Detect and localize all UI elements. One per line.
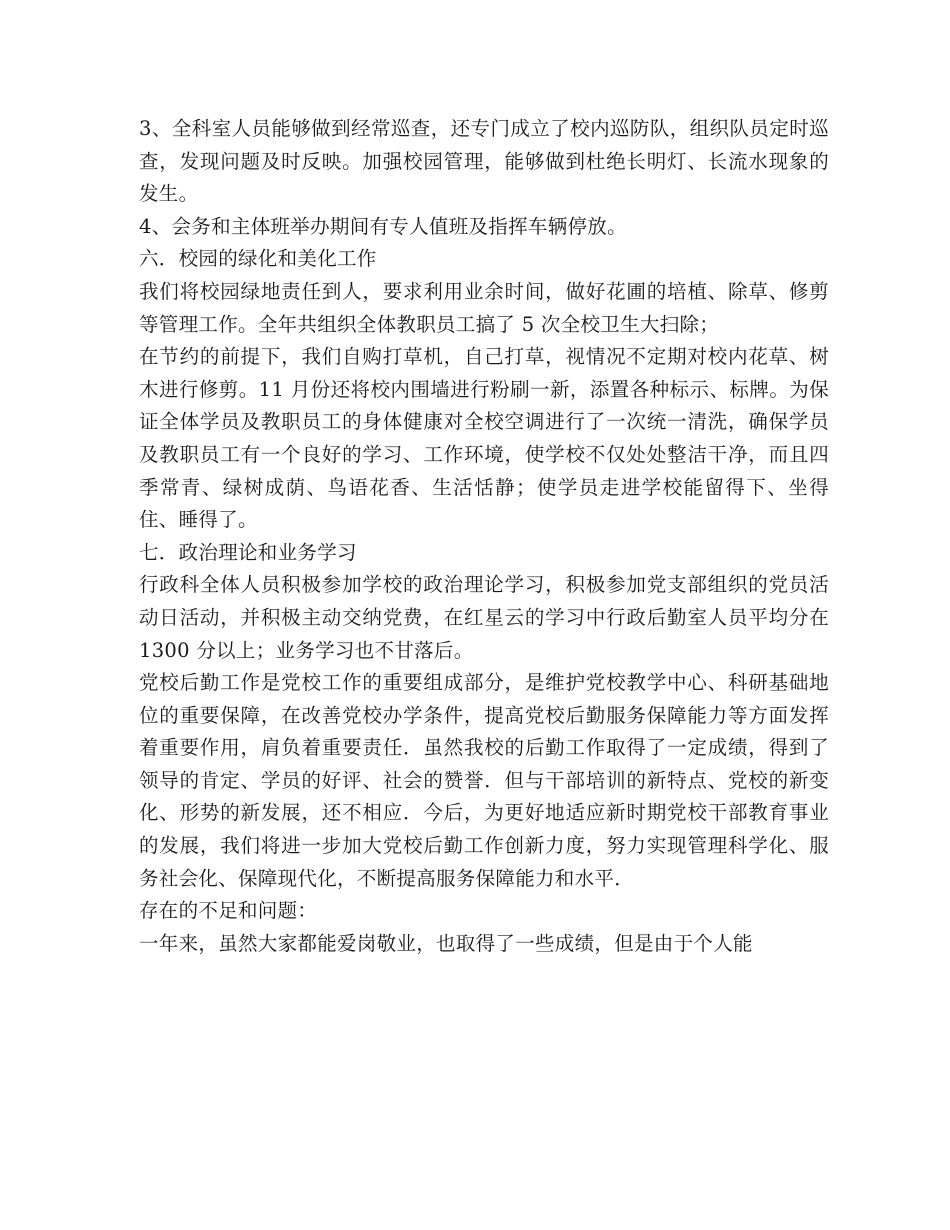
paragraph-greening-2: 在节约的前提下，我们自购打草机，自己打草，视情况不定期对校内花草、树木进行修剪。11 月份还将校内围墙进行粉刷一新，添置各种标示、标牌。为保证全体学员及教职员工的身体健康对全校空调进行了一次统一清洗，确保学员及教职员工有一个良好的学习、工作环境，使学校不仅处处整洁干净，而且四季常青、绿树成荫、鸟语花香、生活恬静；使学员走进学校能留得下、坐得住、睡得了。 (139, 345, 829, 532)
paragraph-problems: 一年来，虽然大家都能爱岗敬业，也取得了一些成绩，但是由于个人能 (139, 931, 753, 955)
section-heading-problems: 存在的不足和问题： (139, 899, 318, 923)
paragraph-study: 行政科全体人员积极参加学校的政治理论学习，积极参加党支部组织的党员活动日活动，并积极主动交纳党费，在红星云的学习中行政后勤室人员平均分在 1300 分以上；业务学习也不甘落后。 (139, 573, 829, 662)
section-heading-study: 七．政治理论和业务学习 (139, 540, 357, 564)
paragraph-summary: 党校后勤工作是党校工作的重要组成部分，是维护党校教学中心、科研基础地位的重要保障，在改善党校办学条件，提高党校后勤服务保障能力等方面发挥着重要作用，肩负着重要责任．虽然我校的后勤工作取得了一定成绩，得到了领导的肯定、学员的好评、社会的赞誉．但与干部培训的新特点、党校的新变化、形势的新发展，还不相应．今后，为更好地适应新时期党校干部教育事业的发展，我们将进一步加大党校后勤工作创新力度，努力实现管理科学化、服务社会化、保障现代化，不断提高服务保障能力和水平． (139, 671, 829, 890)
section-heading-greening: 六．校园的绿化和美化工作 (139, 247, 377, 271)
paragraph-item-3: 3、全科室人员能够做到经常巡查，还专门成立了校内巡防队，组织队员定时巡查，发现问题及时反映。加强校园管理，能够做到杜绝长明灯、长流水现象的发生。 (139, 117, 829, 206)
paragraph-item-4: 4、会务和主体班举办期间有专人值班及指挥车辆停放。 (139, 214, 627, 238)
document-body (139, 113, 829, 960)
paragraph-greening-1: 我们将校园绿地责任到人，要求利用业余时间，做好花圃的培植、除草、修剪等管理工作。全年共组织全体教职员工搞了 5 次全校卫生大扫除； (139, 279, 829, 336)
